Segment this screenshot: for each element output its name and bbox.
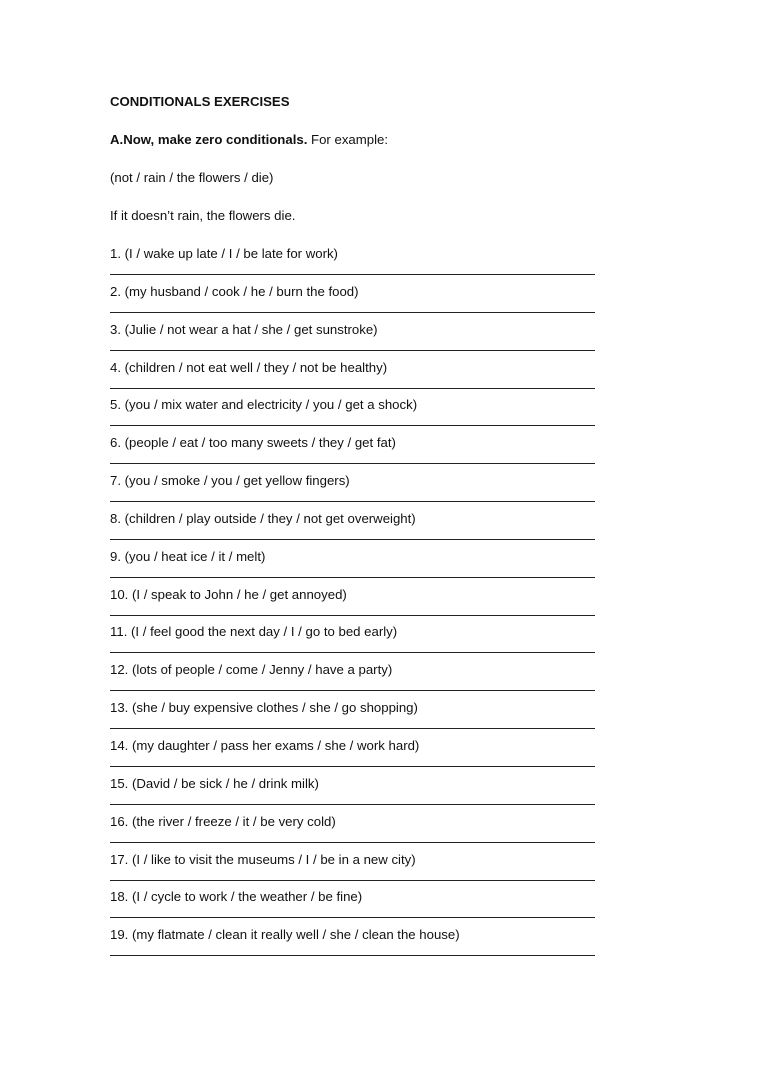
exercise-prompt: 10. (I / speak to John / he / get annoyed) — [110, 586, 347, 602]
answer-blank-line[interactable] — [110, 501, 595, 502]
answer-blank-line[interactable] — [110, 690, 595, 691]
exercise-prompt: 11. (I / feel good the next day / I / go to bed early) — [110, 624, 398, 640]
page-title: CONDITIONALS EXERCISES — [110, 94, 290, 109]
example-prompt: (not / rain / the flowers / die) — [110, 170, 274, 185]
exercise-item — [110, 322, 596, 360]
exercise-prompt: 17. (I / like to visit the museums / I / be in a new city) — [110, 851, 416, 867]
answer-blank-line[interactable] — [110, 728, 595, 729]
answer-blank-line[interactable] — [110, 274, 595, 275]
exercise-item — [110, 700, 596, 738]
exercise-item — [110, 852, 596, 890]
exercise-item — [110, 246, 596, 284]
exercise-item — [110, 814, 596, 852]
exercise-prompt: 13. (she / buy expensive clothes / she / go shopping) — [110, 700, 418, 716]
answer-blank-line[interactable] — [110, 577, 595, 578]
exercise-prompt: 3. (Julie / not wear a hat / she / get sunstroke) — [110, 321, 378, 337]
exercise-item — [110, 662, 596, 700]
exercise-item — [110, 889, 596, 927]
exercise-item — [110, 473, 596, 511]
exercise-prompt: 15. (David / be sick / he / drink milk) — [110, 775, 319, 791]
exercise-item — [110, 511, 596, 549]
exercise-item — [110, 587, 596, 625]
exercise-list — [110, 246, 596, 965]
exercise-prompt: 4. (children / not eat well / they / not be healthy) — [110, 359, 388, 375]
exercise-item — [110, 284, 596, 322]
exercise-prompt: 2. (my husband / cook / he / burn the food) — [110, 283, 359, 299]
exercise-prompt: 5. (you / mix water and electricity / you / get a shock) — [110, 397, 418, 413]
exercise-prompt: 19. (my flatmate / clean it really well / she / clean the house) — [110, 927, 460, 943]
exercise-item — [110, 549, 596, 587]
answer-blank-line[interactable] — [110, 652, 595, 653]
answer-blank-line[interactable] — [110, 955, 595, 956]
answer-blank-line[interactable] — [110, 388, 595, 389]
exercise-item — [110, 435, 596, 473]
exercise-prompt: 14. (my daughter / pass her exams / she / work hard) — [110, 737, 420, 753]
answer-blank-line[interactable] — [110, 425, 595, 426]
section-heading — [110, 132, 388, 147]
exercise-prompt: 6. (people / eat / too many sweets / they / get fat) — [110, 435, 396, 451]
answer-blank-line[interactable] — [110, 463, 595, 464]
exercise-prompt: 9. (you / heat ice / it / melt) — [110, 548, 266, 564]
answer-blank-line[interactable] — [110, 917, 595, 918]
section-instruction: For example: — [307, 132, 388, 147]
answer-blank-line[interactable] — [110, 312, 595, 313]
exercise-item — [110, 776, 596, 814]
exercise-item — [110, 360, 596, 398]
exercise-prompt: 7. (you / smoke / you / get yellow fingers) — [110, 473, 350, 489]
answer-blank-line[interactable] — [110, 615, 595, 616]
exercise-prompt: 18. (I / cycle to work / the weather / be fine) — [110, 889, 363, 905]
answer-blank-line[interactable] — [110, 539, 595, 540]
exercise-prompt: 12. (lots of people / come / Jenny / have a party) — [110, 662, 393, 678]
exercise-prompt: 8. (children / play outside / they / not get overweight) — [110, 510, 416, 526]
exercise-item — [110, 624, 596, 662]
example-answer: If it doesn’t rain, the flowers die. — [110, 208, 296, 223]
exercise-item — [110, 927, 596, 965]
exercise-item — [110, 397, 596, 435]
answer-blank-line[interactable] — [110, 766, 595, 767]
answer-blank-line[interactable] — [110, 842, 595, 843]
section-heading-bold: A.Now, make zero conditionals. — [110, 132, 308, 147]
exercise-prompt: 16. (the river / freeze / it / be very cold) — [110, 813, 336, 829]
exercise-item — [110, 738, 596, 776]
exercise-prompt: 1. (I / wake up late / I / be late for work) — [110, 246, 338, 261]
answer-blank-line[interactable] — [110, 350, 595, 351]
answer-blank-line[interactable] — [110, 880, 595, 881]
answer-blank-line[interactable] — [110, 804, 595, 805]
